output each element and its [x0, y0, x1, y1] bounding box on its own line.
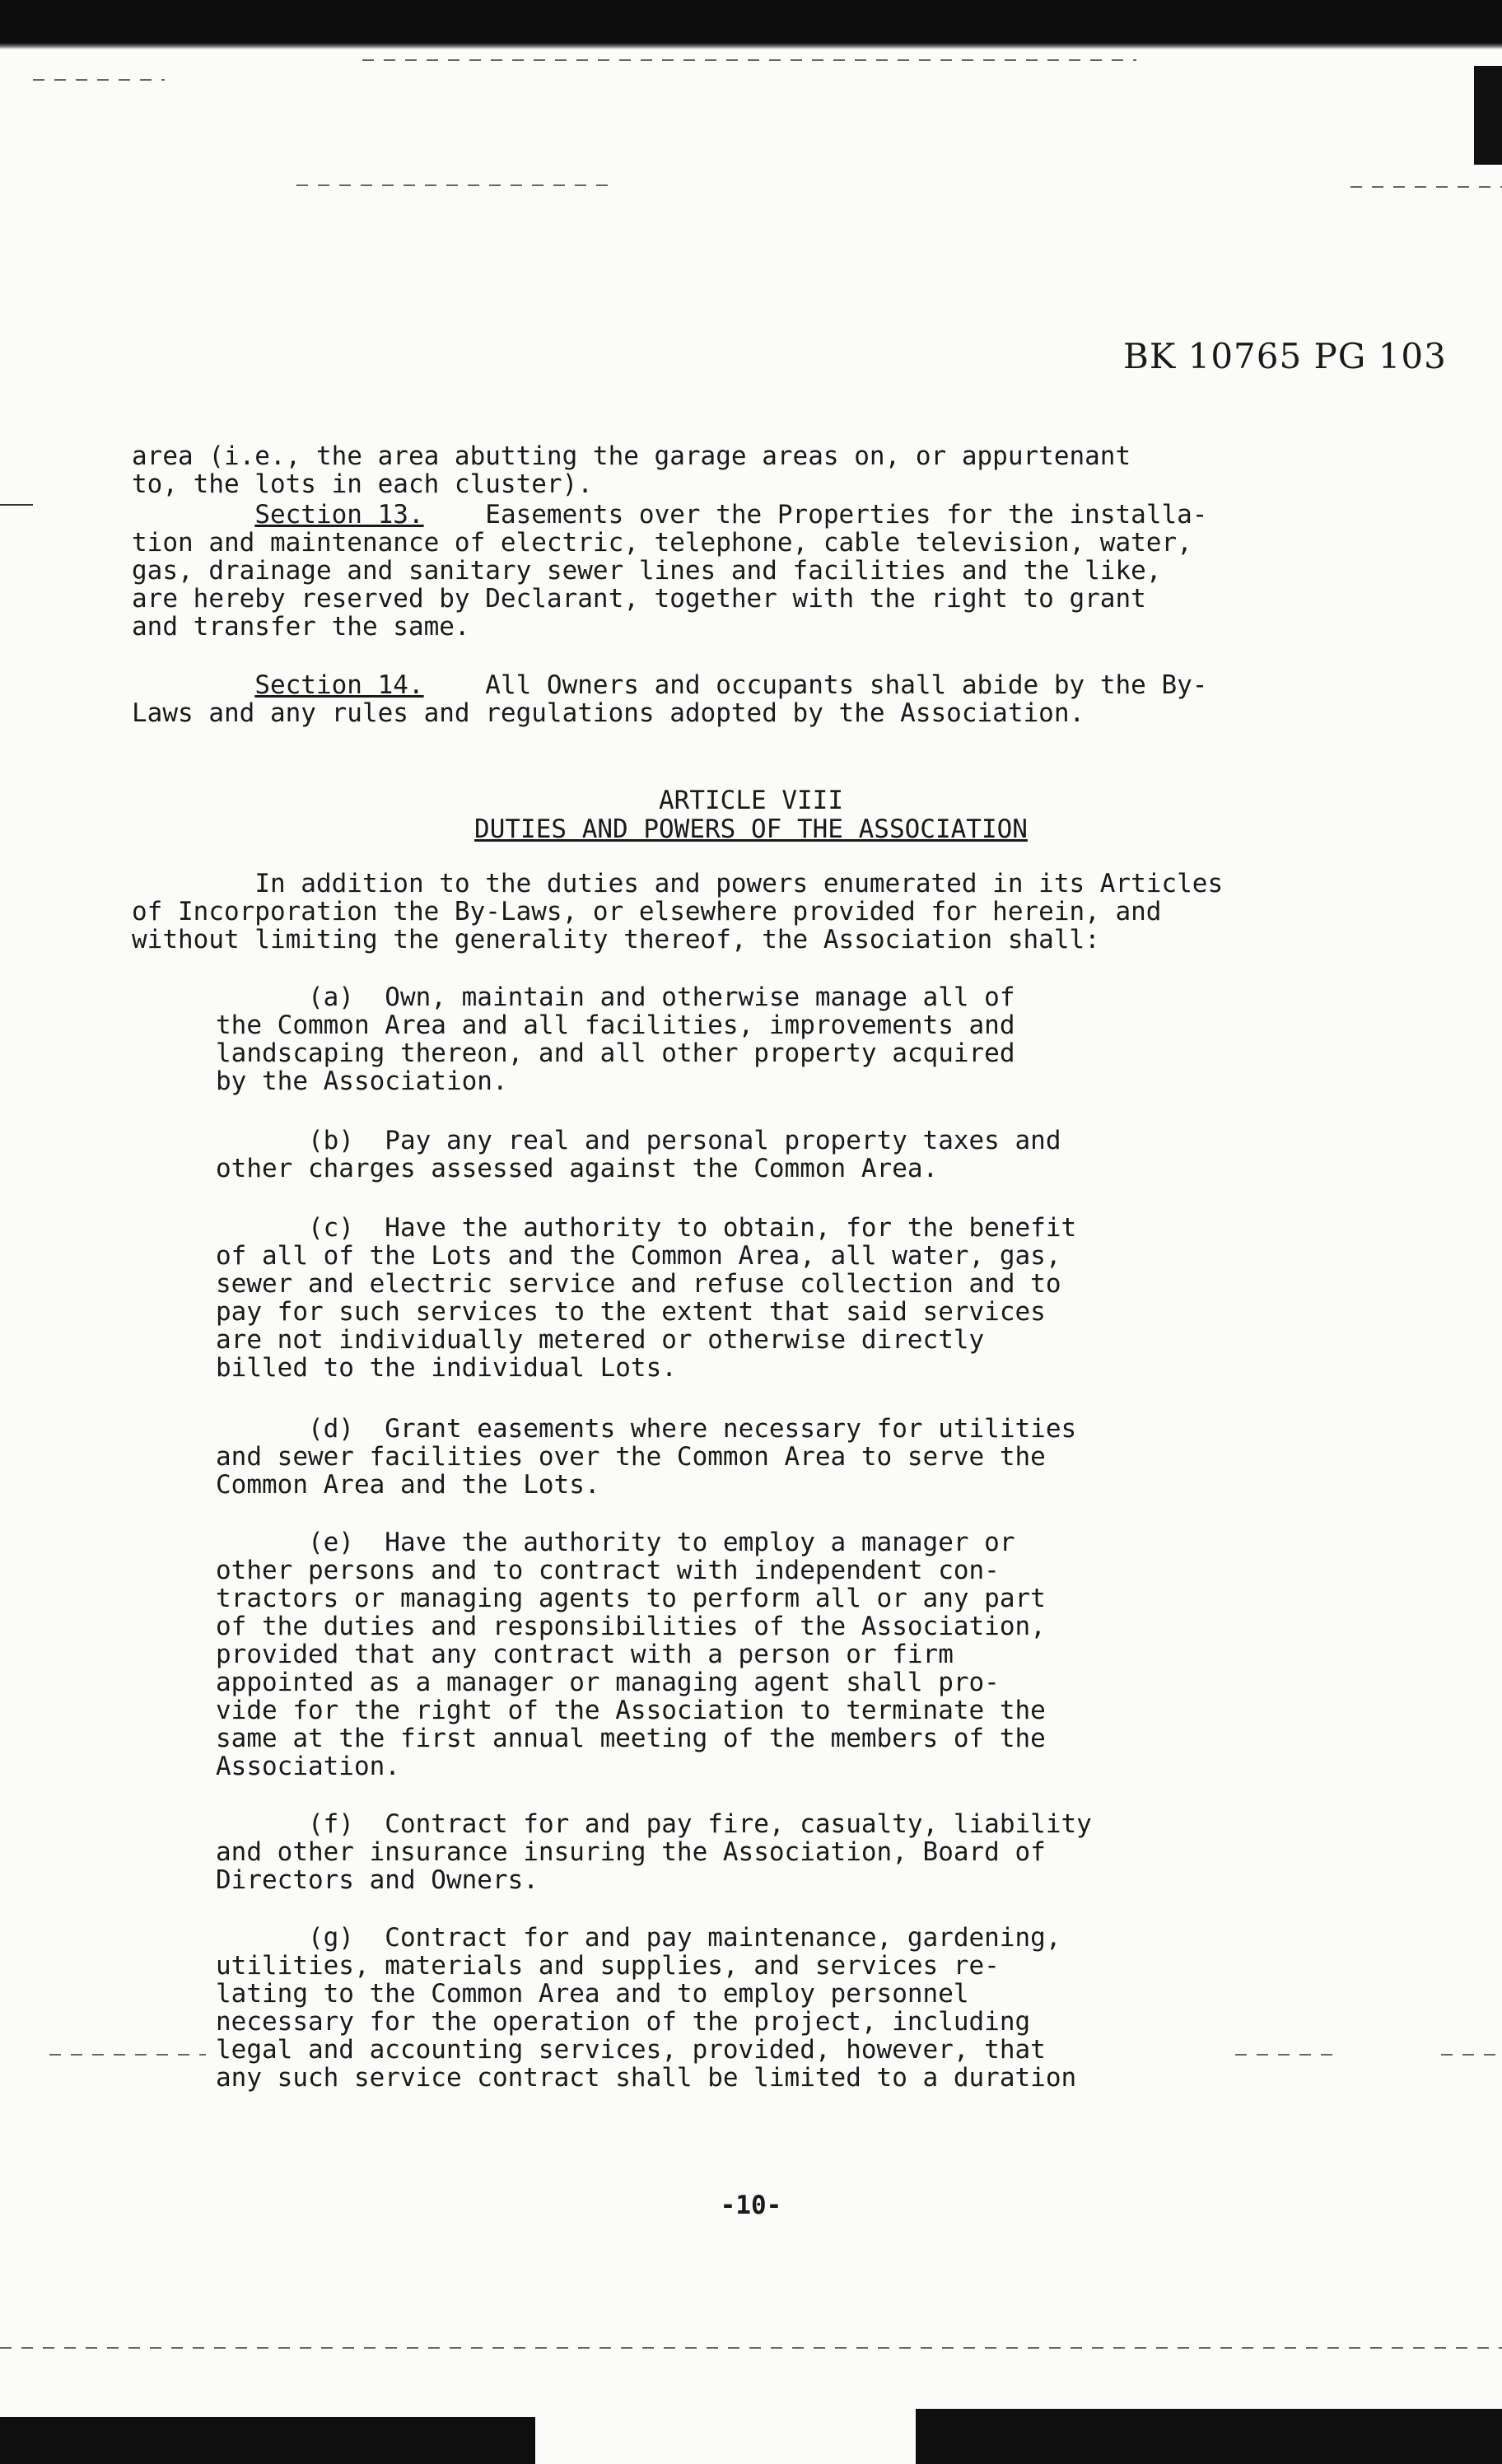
item-b — [216, 1127, 1061, 1183]
item-line: same at the first annual meeting of the members of the — [216, 1724, 1046, 1753]
section-14-heading: Section 14. — [254, 670, 424, 700]
item-line: other persons and to contract with independent con- — [216, 1556, 1000, 1585]
item-line: (b) Pay any real and personal property taxes and — [307, 1126, 1061, 1155]
section-13-heading: Section 13. — [254, 500, 424, 530]
item-line: provided that any contract with a person or firm — [216, 1640, 954, 1669]
item-line: are not individually metered or otherwise directly — [216, 1325, 985, 1355]
item-line: vide for the right of the Association to terminate the — [216, 1696, 1046, 1725]
scan-dash-line — [1235, 2054, 1334, 2056]
item-line: (d) Grant easements where necessary for utilities — [307, 1414, 1077, 1444]
section-14 — [132, 671, 1207, 727]
section-13-line: are hereby reserved by Declarant, together with the right to grant — [132, 584, 1146, 614]
item-line: (e) Have the authority to employ a manager or — [307, 1528, 1015, 1557]
item-d — [216, 1415, 1076, 1499]
preamble-line: without limiting the generality thereof, the Association shall: — [132, 925, 1100, 954]
item-line: necessary for the operation of the project, including — [216, 2007, 1031, 2037]
section-13-line: and transfer the same. — [132, 612, 470, 642]
item-line: (c) Have the authority to obtain, for the benefit — [307, 1213, 1077, 1243]
item-line: (g) Contract for and pay maintenance, gardening, — [307, 1923, 1061, 1953]
section-13-line: gas, drainage and sanitary sewer lines and facilities and the like, — [132, 556, 1162, 586]
item-line: Association. — [216, 1752, 400, 1781]
item-line: by the Association. — [216, 1066, 508, 1096]
page-number: -10- — [720, 2191, 782, 2220]
item-line: (f) Contract for and pay fire, casualty, liability — [307, 1809, 1092, 1839]
item-line: appointed as a manager or managing agent shall pro- — [216, 1668, 1000, 1697]
item-line: any such service contract shall be limited to a duration — [216, 2063, 1077, 2093]
item-line: billed to the individual Lots. — [216, 1353, 677, 1383]
item-line: utilities, materials and supplies, and services re- — [216, 1951, 1000, 1981]
item-line: and sewer facilities over the Common Area to serve the — [216, 1442, 1046, 1472]
article-preamble — [132, 870, 1223, 954]
item-g — [216, 1924, 1076, 2092]
article-title-text: DUTIES AND POWERS OF THE ASSOCIATION — [474, 814, 1028, 844]
item-line: landscaping thereon, and all other property acquired — [216, 1038, 1015, 1068]
item-line: other charges assessed against the Common Area. — [216, 1154, 939, 1183]
scan-edge-mark — [1474, 66, 1502, 165]
item-line: legal and accounting services, provided, however, that — [216, 2035, 1046, 2065]
preamble-line: of Incorporation the By-Laws, or elsewhere provided for herein, and — [132, 897, 1162, 926]
margin-mark — [0, 504, 33, 506]
preamble-line: In addition to the duties and powers enumerated in its Articles — [254, 869, 1224, 898]
scan-border-bottom-right — [916, 2409, 1502, 2464]
item-line: Common Area and the Lots. — [216, 1470, 600, 1500]
item-line: tractors or managing agents to perform all or any part — [216, 1584, 1046, 1613]
intro-line: area (i.e., the area abutting the garage areas on, or appurtenant — [132, 441, 1131, 471]
item-a — [216, 983, 1015, 1095]
intro-line: to, the lots in each cluster). — [132, 469, 593, 499]
section-13-line: tion and maintenance of electric, telephone, cable television, water, — [132, 528, 1192, 558]
scan-border-top — [0, 0, 1502, 49]
scan-dash-line — [296, 184, 609, 186]
item-line: (a) Own, maintain and otherwise manage all of — [307, 982, 1015, 1012]
scan-dash-line — [1350, 186, 1502, 188]
scan-border-bottom-left — [0, 2417, 535, 2464]
scan-dash-line — [0, 2347, 1502, 2349]
article-title — [0, 815, 1502, 843]
article-number: ARTICLE VIII — [659, 786, 843, 815]
item-line: Directors and Owners. — [216, 1865, 539, 1895]
section-13-line: Easements over the Properties for the installa- — [485, 500, 1208, 530]
item-line: sewer and electric service and refuse collection and to — [216, 1269, 1061, 1299]
scan-dash-line — [33, 79, 165, 81]
item-line: of the duties and responsibilities of the Association, — [216, 1612, 1046, 1641]
item-e — [216, 1528, 1046, 1780]
section-14-line: Laws and any rules and regulations adopted by the Association. — [132, 698, 1085, 728]
scan-dash-line — [49, 2054, 206, 2056]
section-13 — [132, 501, 1207, 641]
scan-dash-line — [362, 59, 1136, 61]
item-line: pay for such services to the extent that said services — [216, 1297, 1046, 1327]
section-14-line: All Owners and occupants shall abide by the By- — [485, 670, 1208, 700]
scan-dash-line — [1441, 2054, 1502, 2056]
item-line: the Common Area and all facilities, improvements and — [216, 1010, 1015, 1040]
recording-number: BK 10765 PG 103 — [1123, 336, 1447, 376]
item-line: of all of the Lots and the Common Area, all water, gas, — [216, 1241, 1061, 1271]
item-line: and other insurance insuring the Association, Board of — [216, 1837, 1046, 1867]
item-line: lating to the Common Area and to employ personnel — [216, 1979, 969, 2009]
item-c — [216, 1214, 1076, 1382]
intro-text — [132, 414, 1131, 498]
item-f — [216, 1810, 1092, 1894]
